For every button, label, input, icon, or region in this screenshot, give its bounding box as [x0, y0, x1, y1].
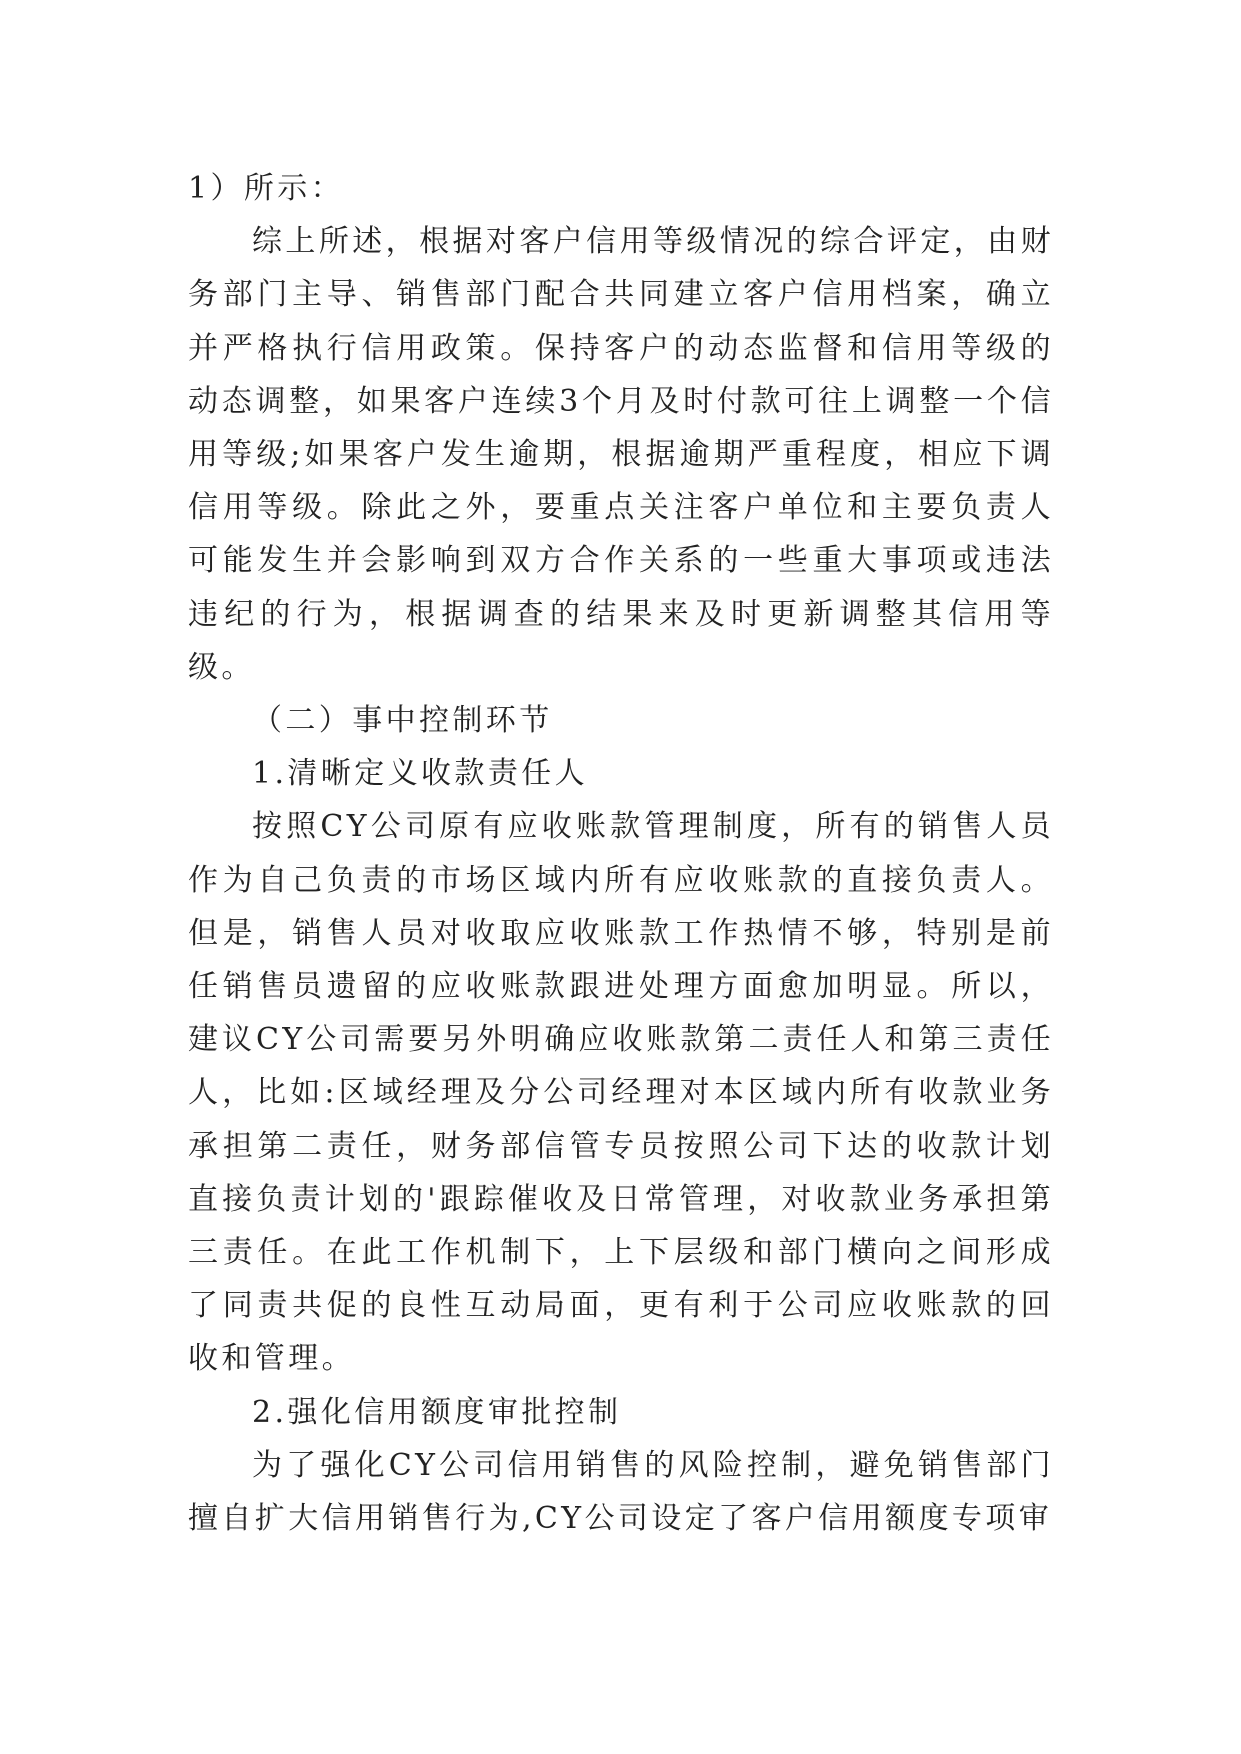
document-body — [188, 162, 1054, 1545]
section-heading-in-process-control: （二）事中控制环节 — [252, 703, 553, 739]
paragraph-credit-limit-approval: 为了强化CY公司信用销售的风险控制，避免销售部门擅自扩大信用销售行为,CY公司设定了客户信用额度专项审 — [188, 1447, 1054, 1537]
subheading-collection-responsibility: 1.清晰定义收款责任人 — [252, 756, 589, 792]
paragraph-continuation: 1）所示： — [188, 171, 345, 206]
subheading-credit-limit-approval: 2.强化信用额度审批控制 — [252, 1394, 622, 1430]
paragraph-collection-responsibility: 按照CY公司原有应收账款管理制度，所有的销售人员作为自己负责的市场区域内所有应收账款的直接负责人。但是，销售人员对收取应收账款工作热情不够，特别是前任销售员遗留的应收账款跟进处理方面愈加明显。所以，建议CY公司需要另外明确应收账款第二责任人和第三责任人，比如:区域经理及分公司经理对本区域内所有收款业务承担第二责任，财务部信管专员按照公司下达的收款计划直接负责计划的'跟踪催收及日常管理，对收款业务承担第三责任。在此工作机制下，上下层级和部门横向之间形成了同责共促的良性互动局面，更有利于公司应收账款的回收和管理。 — [188, 809, 1054, 1377]
paragraph-credit-summary: 综上所述，根据对客户信用等级情况的综合评定，由财务部门主导、销售部门配合共同建立客户信用档案，确立并严格执行信用政策。保持客户的动态监督和信用等级的动态调整，如果客户连续3个月及时付款可往上调整一个信用等级;如果客户发生逾期，根据逾期严重程度，相应下调信用等级。除此之外，要重点关注客户单位和主要负责人可能发生并会影响到双方合作关系的一些重大事项或违法违纪的行为，根据调查的结果来及时更新调整其信用等级。 — [188, 224, 1054, 685]
